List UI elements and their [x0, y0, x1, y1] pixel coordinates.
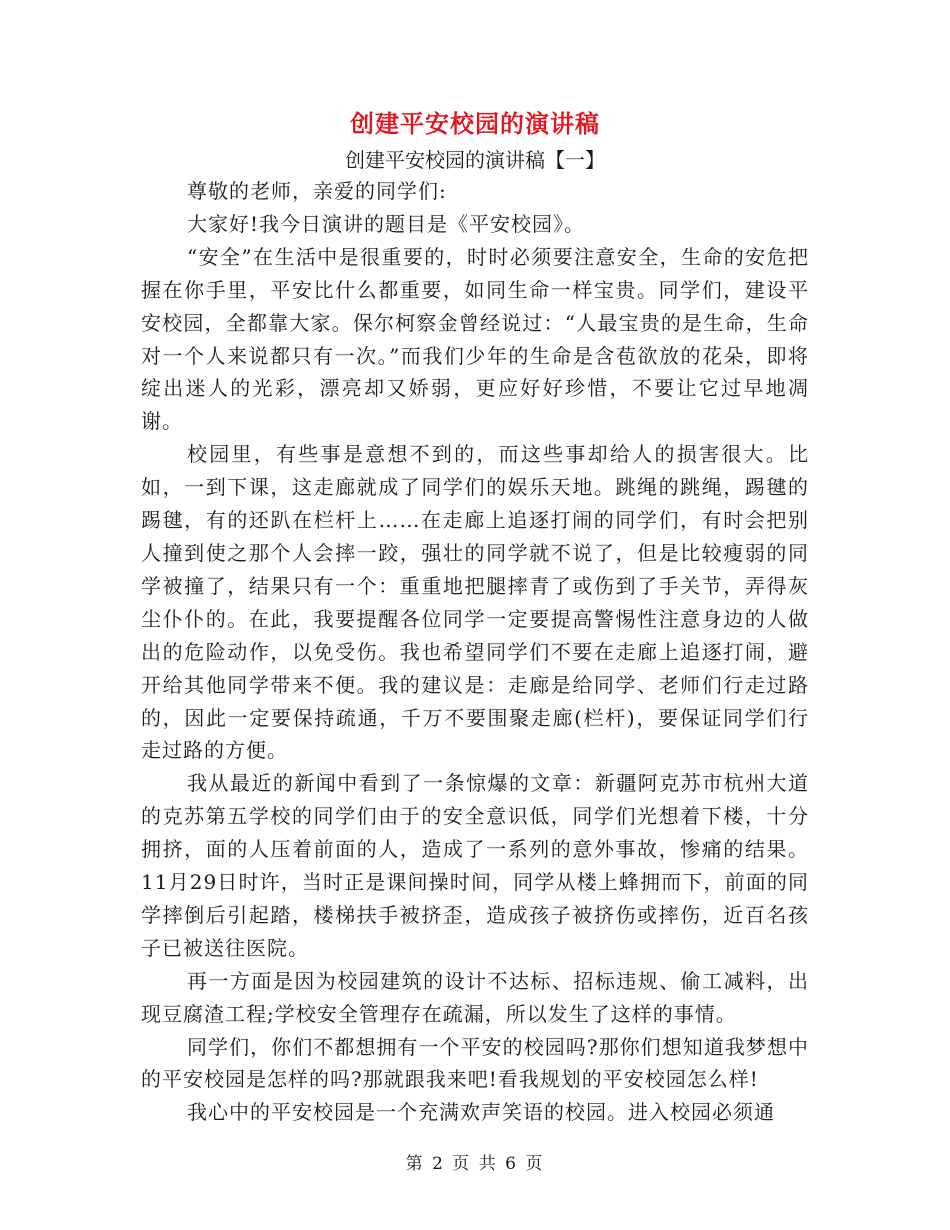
page-number-footer: 第 2 页 共 6 页 — [405, 1154, 545, 1174]
paragraph-greeting: 尊敬的老师，亲爱的同学们: — [187, 179, 447, 203]
document-subtitle: 创建平安校园的演讲稿【一】 — [345, 148, 605, 172]
document-title: 创建平安校园的演讲稿 — [350, 109, 600, 138]
paragraph-safety-importance: “安全”在生活中是很重要的，时时必须要注意安全，生命的安危把握在你手里，平安比什么都重要，如同生命一样宝贵。同学们，建设平安校园，全都靠大家。保尔柯察金曾经说过：“人最宝贵的是生命，生命对一个人来说都只有一次。”而我们少年的生命是含苞欲放的花朵，即将绽出迷人的光彩，漂亮却又娇弱，更应好好珍惜，不要让它过早地凋谢。 — [141, 244, 809, 434]
paragraph-corridor: 校园里，有些事是意想不到的，而这些事却给人的损害很大。比如，一到下课，这走廊就成了同学们的娱乐天地。跳绳的跳绳，踢毽的踢毽，有的还趴在栏杆上……在走廊上追逐打闹的同学们，有时会把别人撞到使之那个人会摔一跤，强壮的同学就不说了，但是比较瘦弱的同学被撞了，结果只有一个：重重地把腿摔青了或伤到了手关节，弄得灰尘仆仆的。在此，我要提醒各位同学一定要提高警惕性注意身边的人做出的危险动作，以免受伤。我也希望同学们不要在走廊上追逐打闹，避开给其他同学带来不便。我的建议是：走廊是给同学、老师们行走过路的，因此一定要保持疏通，千万不要围聚走廊(栏杆)，要保证同学们行走过路的方便。 — [141, 442, 809, 763]
paragraph-intro: 大家好!我今日演讲的题目是《平安校园》。 — [187, 211, 586, 236]
paragraph-question: 同学们，你们不都想拥有一个平安的校园吗?那你们想知道我梦想中的平安校园是怎样的吗?那就跟我来吧!看我规划的平安校园怎么样! — [141, 1034, 809, 1092]
paragraph-news: 我从最近的新闻中看到了一条惊爆的文章：新疆阿克苏市杭州大道的克苏第五学校的同学们由于的安全意识低，同学们光想着下楼，十分拥挤，面的人压着前面的人，造成了一系列的意外事故，惨痛的结果。11月29日时许，当时正是课间操时间，同学从楼上蜂拥而下，前面的同学摔倒后引起踏，楼梯扶手被挤歪，造成孩子被挤伤或摔伤，近百名孩子已被送往医院。 — [141, 771, 809, 960]
document-body — [141, 175, 809, 1129]
paragraph-vision: 我心中的平安校园是一个充满欢声笑语的校园。进入校园必须通 — [187, 1100, 775, 1125]
paragraph-construction: 再一方面是因为校园建筑的设计不达标、招标违规、偷工减料，出现豆腐渣工程;学校安全管理存在疏漏，所以发生了这样的事情。 — [141, 968, 809, 1026]
